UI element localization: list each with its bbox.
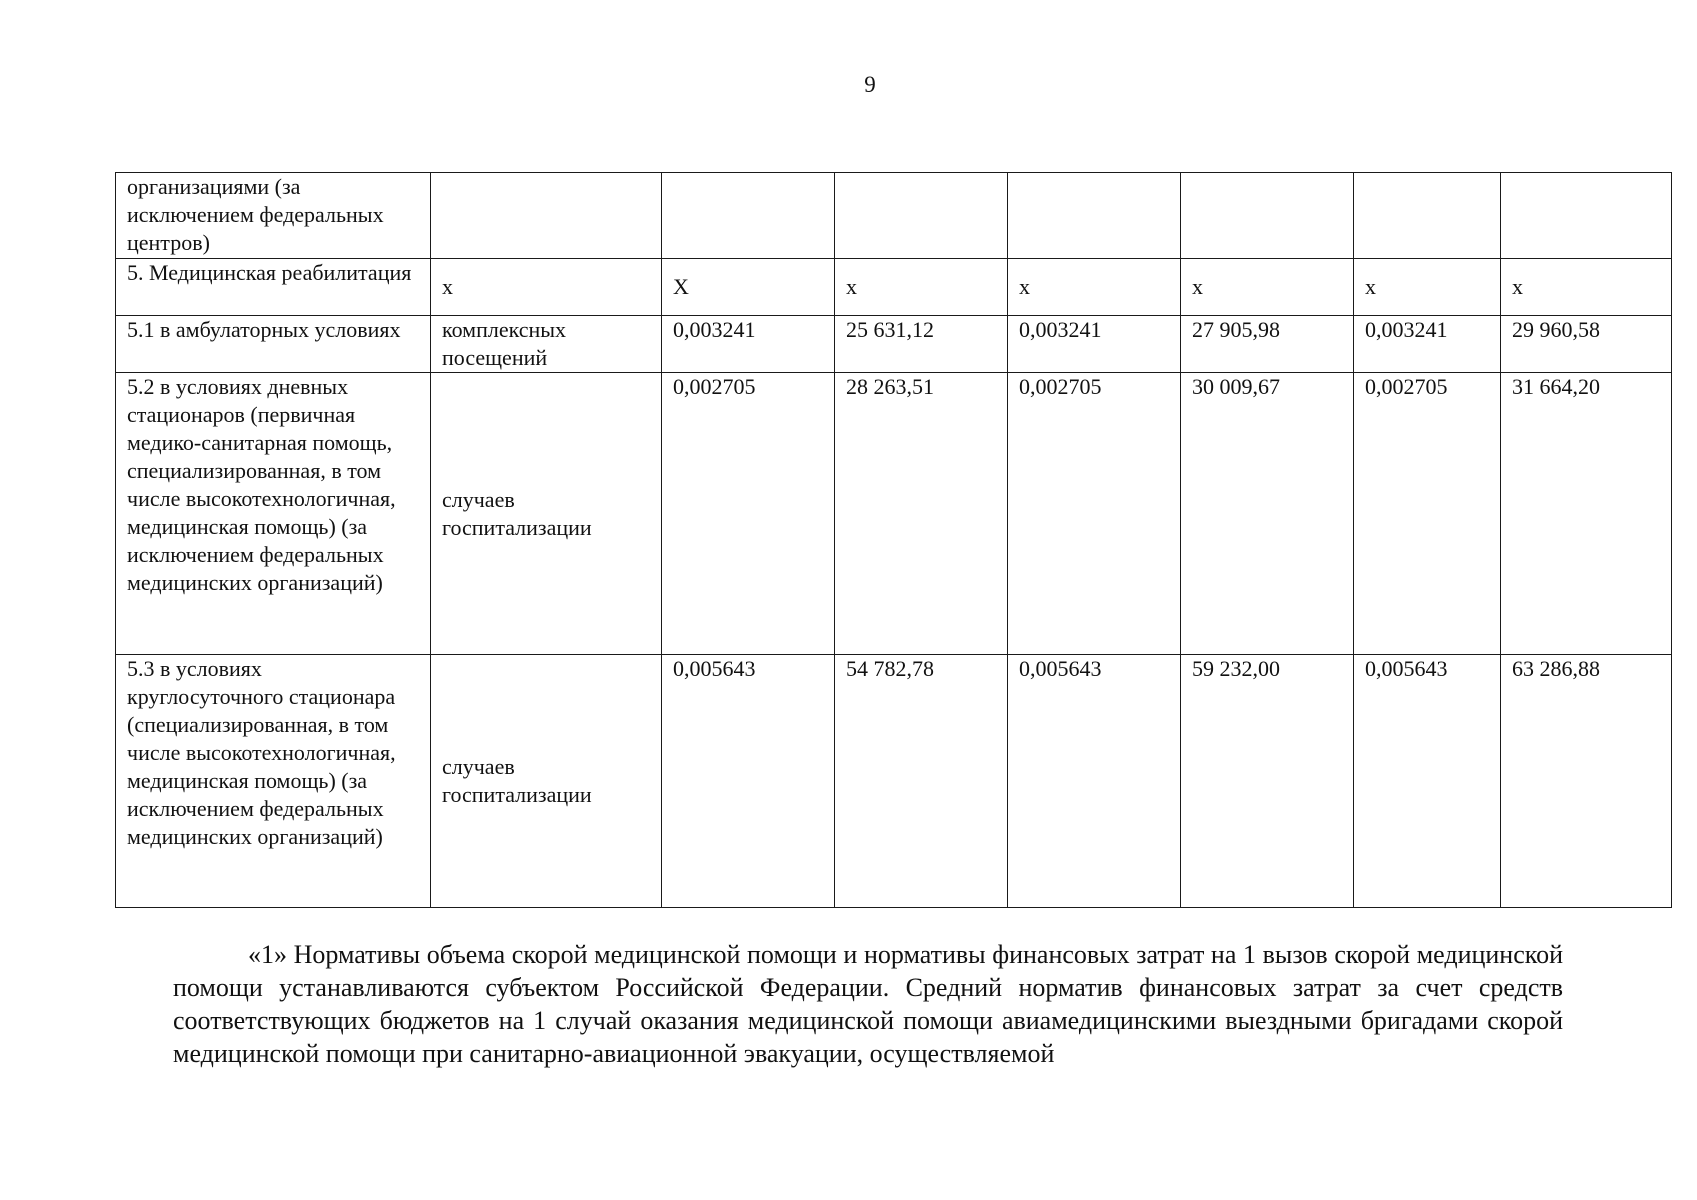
value-cell: 25 631,12 bbox=[835, 316, 1008, 373]
value-cell: 0,003241 bbox=[662, 316, 835, 373]
value-cell: 54 782,78 bbox=[835, 655, 1008, 908]
value-cell: 30 009,67 bbox=[1181, 373, 1354, 655]
row-name-cell: организациями (за исключением федеральных центров) bbox=[116, 173, 431, 259]
value-cell: 0,002705 bbox=[1354, 373, 1501, 655]
value-cell bbox=[1501, 173, 1672, 259]
value-cell bbox=[1008, 173, 1181, 259]
page-number: 9 bbox=[864, 72, 876, 97]
row-name-cell: 5. Медицинская реабилитация bbox=[116, 259, 431, 316]
value-cell: 27 905,98 bbox=[1181, 316, 1354, 373]
value-cell: х bbox=[1501, 259, 1672, 316]
value-cell: х bbox=[1181, 259, 1354, 316]
unit-cell: случаев госпитализации bbox=[431, 373, 662, 655]
row-name-cell: 5.2 в условиях дневных стационаров (первичная медико-санитарная помощь, специализированная, в том числе высокотехнологичная, медицинская помощь) (за исключением федеральных медицинских организаций) bbox=[116, 373, 431, 655]
value-cell: 63 286,88 bbox=[1501, 655, 1672, 908]
value-cell: 0,002705 bbox=[1008, 373, 1181, 655]
value-cell: Х bbox=[662, 259, 835, 316]
value-cell: 0,005643 bbox=[1008, 655, 1181, 908]
table-row-round-the-clock bbox=[116, 655, 1672, 908]
value-cell: 0,005643 bbox=[1354, 655, 1501, 908]
value-cell bbox=[662, 173, 835, 259]
value-cell: 59 232,00 bbox=[1181, 655, 1354, 908]
table-row-ambulatory bbox=[116, 316, 1672, 373]
norms-table bbox=[115, 172, 1672, 908]
unit-cell: х bbox=[431, 259, 662, 316]
value-cell: 0,002705 bbox=[662, 373, 835, 655]
value-cell: 0,003241 bbox=[1354, 316, 1501, 373]
footnote-paragraph: «1» Нормативы объема скорой медицинской помощи и нормативы финансовых затрат на 1 вызов скорой медицинской помощи устанавливаются субъектом Российской Федерации. Средний норматив финансовых затрат за счет средств соответствующих бюджетов на 1 случай оказания медицинской помощи авиамедицинскими выездными бригадами скорой медицинской помощи при санитарно-авиационной эвакуации, осуществляемой bbox=[173, 940, 1563, 1068]
unit-cell: случаев госпитализации bbox=[431, 655, 662, 908]
value-cell: х bbox=[1354, 259, 1501, 316]
value-cell: 29 960,58 bbox=[1501, 316, 1672, 373]
value-cell bbox=[1354, 173, 1501, 259]
value-cell: 31 664,20 bbox=[1501, 373, 1672, 655]
value-cell bbox=[835, 173, 1008, 259]
value-cell: х bbox=[1008, 259, 1181, 316]
row-name-cell: 5.3 в условиях круглосуточного стационара (специализированная, в том числе высокотехнологичная, медицинская помощь) (за исключением федеральных медицинских организаций) bbox=[116, 655, 431, 908]
table-row-day-hospital bbox=[116, 373, 1672, 655]
value-cell: 28 263,51 bbox=[835, 373, 1008, 655]
value-cell bbox=[1181, 173, 1354, 259]
table-row-continued bbox=[116, 173, 1672, 259]
value-cell: х bbox=[835, 259, 1008, 316]
row-name-cell: 5.1 в амбулаторных условиях bbox=[116, 316, 431, 373]
table-row-rehabilitation bbox=[116, 259, 1672, 316]
value-cell: 0,005643 bbox=[662, 655, 835, 908]
value-cell: 0,003241 bbox=[1008, 316, 1181, 373]
unit-cell bbox=[431, 173, 662, 259]
unit-cell: комплексных посещений bbox=[431, 316, 662, 373]
